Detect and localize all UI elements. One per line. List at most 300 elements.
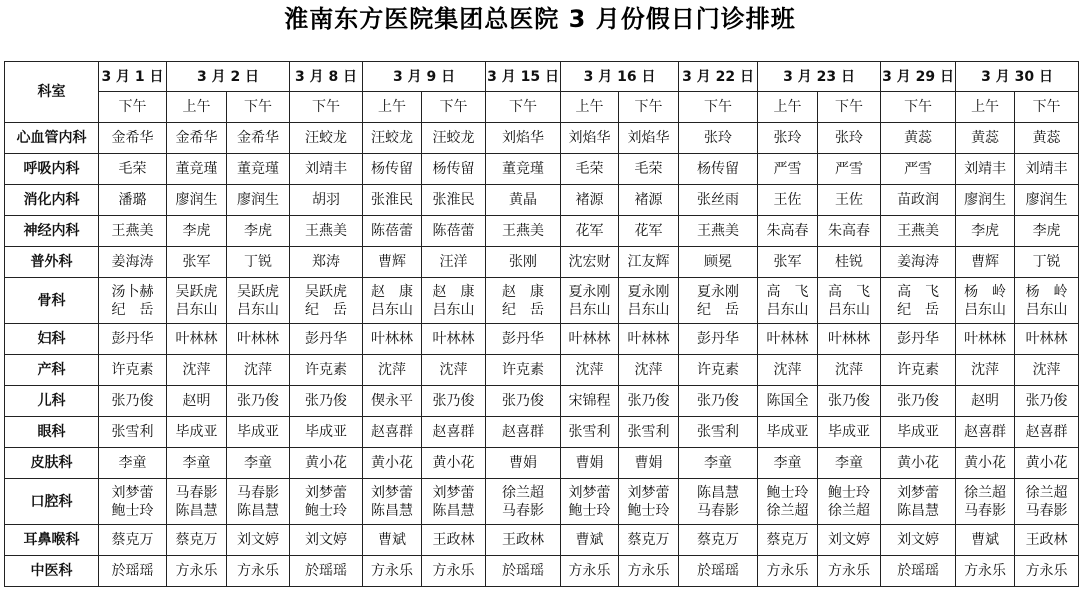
doctor-cell xyxy=(167,278,227,324)
doctor-name: 刘焰华 xyxy=(568,130,611,146)
doctor-cell xyxy=(1015,324,1079,355)
doctor-cell xyxy=(758,278,818,324)
doctor-name: 曹斌 xyxy=(575,532,604,548)
doctor-name: 马春影 xyxy=(1025,502,1068,519)
doctor-name: 王燕美 xyxy=(502,223,545,239)
doctor-name: 郑涛 xyxy=(312,254,341,270)
doctor-name: 纪 岳 xyxy=(111,301,154,318)
doctor-name: 方永乐 xyxy=(766,563,809,579)
doctor-name: 赵明 xyxy=(971,393,1000,409)
doctor-name: 刘靖丰 xyxy=(964,161,1007,177)
doctor-name: 叶林林 xyxy=(1025,331,1068,347)
doctor-cell xyxy=(679,123,758,154)
doctor-name: 刘梦蕾 xyxy=(627,484,670,501)
doctor-name: 曹斌 xyxy=(378,532,407,548)
doctor-name: 蔡克万 xyxy=(766,532,809,548)
doctor-name: 刘梦蕾 xyxy=(371,484,414,501)
doctor-cell xyxy=(99,448,167,479)
doctor-cell xyxy=(363,355,422,386)
doctor-name: 赵喜群 xyxy=(1025,424,1068,440)
doctor-name: 方永乐 xyxy=(828,563,871,579)
doctor-cell xyxy=(679,278,758,324)
doctor-cell xyxy=(227,247,290,278)
doctor-cell xyxy=(99,525,167,556)
doctor-name: 沈萍 xyxy=(244,362,272,378)
dept-row xyxy=(5,525,1079,556)
doctor-cell xyxy=(881,525,956,556)
doctor-name: 沈萍 xyxy=(971,362,1000,378)
doctor-name: 王燕美 xyxy=(305,223,348,239)
doctor-cell xyxy=(227,355,290,386)
doctor-name: 赵 康 xyxy=(432,283,475,300)
doctor-name: 黄小花 xyxy=(897,455,940,471)
doctor-name: 杨 岭 xyxy=(964,283,1007,300)
doctor-name: 廖润生 xyxy=(175,192,218,208)
doctor-cell xyxy=(758,556,818,587)
doctor-name: 马春影 xyxy=(697,502,740,519)
doctor-name: 张乃俊 xyxy=(305,393,348,409)
doctor-cell xyxy=(167,123,227,154)
doctor-name: 沈萍 xyxy=(182,362,211,378)
doctor-name: 张乃俊 xyxy=(237,393,279,409)
doctor-name: 鲍士玲 xyxy=(766,484,809,501)
period-header: 下午 xyxy=(422,92,486,123)
doctor-name: 徐兰超 xyxy=(766,502,809,519)
doctor-name: 吕东山 xyxy=(766,301,809,318)
doctor-cell xyxy=(422,154,486,185)
doctor-name: 曹娟 xyxy=(575,455,604,471)
doctor-cell xyxy=(363,185,422,216)
doctor-name: 毕成亚 xyxy=(305,424,348,440)
doctor-cell xyxy=(561,154,619,185)
doctor-name: 黄蕊 xyxy=(904,130,933,146)
doctor-name: 王燕美 xyxy=(111,223,154,239)
doctor-cell xyxy=(1015,525,1079,556)
doctor-cell xyxy=(881,278,956,324)
dept-row xyxy=(5,185,1079,216)
doctor-cell xyxy=(422,324,486,355)
doctor-cell xyxy=(363,247,422,278)
doctor-name: 黄晶 xyxy=(509,192,538,208)
doctor-cell xyxy=(619,386,679,417)
doctor-name: 李童 xyxy=(704,455,733,471)
doctor-name: 杨传留 xyxy=(697,161,740,177)
date-header: 3 月 16 日 xyxy=(561,62,679,92)
doctor-name: 严雪 xyxy=(835,161,864,177)
doctor-cell xyxy=(561,278,619,324)
doctor-name: 鲍士玲 xyxy=(627,502,670,519)
doctor-name: 金希华 xyxy=(111,130,154,146)
dept-name: 儿科 xyxy=(5,386,99,417)
doctor-name: 吕东山 xyxy=(828,301,871,318)
doctor-cell xyxy=(561,525,619,556)
doctor-cell xyxy=(422,525,486,556)
doctor-name: 沈萍 xyxy=(1032,362,1061,378)
doctor-name: 叶林林 xyxy=(828,331,871,347)
doctor-cell xyxy=(99,479,167,525)
doctor-name: 杨传留 xyxy=(432,161,475,177)
doctor-name: 马春影 xyxy=(964,502,1007,519)
doctor-cell xyxy=(290,556,363,587)
doctor-name: 毕成亚 xyxy=(897,424,940,440)
doctor-name: 黄蕊 xyxy=(971,130,1000,146)
doctor-name: 王燕美 xyxy=(897,223,940,239)
doctor-name: 金希华 xyxy=(237,130,279,146)
doctor-cell xyxy=(619,448,679,479)
doctor-name: 高 飞 xyxy=(766,283,809,300)
doctor-cell xyxy=(619,185,679,216)
doctor-name: 蔡克万 xyxy=(697,532,740,548)
doctor-name: 张军 xyxy=(182,254,211,270)
doctor-cell xyxy=(758,386,818,417)
doctor-cell xyxy=(227,324,290,355)
doctor-name: 刘靖丰 xyxy=(1025,161,1068,177)
doctor-name: 黄小花 xyxy=(432,455,475,471)
doctor-name: 方永乐 xyxy=(627,563,670,579)
doctor-cell xyxy=(956,556,1015,587)
doctor-cell xyxy=(881,355,956,386)
period-header: 上午 xyxy=(956,92,1015,123)
doctor-name: 李虎 xyxy=(1032,223,1061,239)
doctor-name: 王政林 xyxy=(502,532,545,548)
doctor-name: 张雪利 xyxy=(568,424,611,440)
doctor-cell xyxy=(561,247,619,278)
doctor-name: 徐兰超 xyxy=(1025,484,1068,501)
doctor-cell xyxy=(818,525,881,556)
doctor-name: 彭丹华 xyxy=(502,331,545,347)
doctor-name: 王佐 xyxy=(835,192,864,208)
doctor-name: 叶林林 xyxy=(568,331,611,347)
dept-name: 中医科 xyxy=(5,556,99,587)
doctor-cell xyxy=(422,185,486,216)
doctor-cell xyxy=(679,324,758,355)
doctor-cell xyxy=(486,216,561,247)
doctor-cell xyxy=(227,123,290,154)
doctor-cell xyxy=(363,154,422,185)
doctor-name: 沈萍 xyxy=(378,362,407,378)
doctor-cell xyxy=(758,417,818,448)
dept-row xyxy=(5,216,1079,247)
doctor-cell xyxy=(167,417,227,448)
dept-row xyxy=(5,448,1079,479)
doctor-cell xyxy=(561,123,619,154)
doctor-name: 金希华 xyxy=(175,130,218,146)
doctor-name: 黄小花 xyxy=(964,455,1007,471)
doctor-cell xyxy=(619,154,679,185)
doctor-name: 曹辉 xyxy=(971,254,1000,270)
doctor-cell xyxy=(758,123,818,154)
doctor-name: 董竞瑾 xyxy=(502,161,545,177)
doctor-name: 高 飞 xyxy=(828,283,871,300)
doctor-name: 董竞瑾 xyxy=(237,161,279,177)
doctor-cell xyxy=(167,479,227,525)
doctor-name: 许克素 xyxy=(111,362,154,378)
doctor-cell xyxy=(486,525,561,556)
doctor-cell xyxy=(956,448,1015,479)
doctor-cell xyxy=(99,247,167,278)
doctor-name: 黄小花 xyxy=(305,455,348,471)
doctor-name: 沈萍 xyxy=(835,362,864,378)
doctor-cell xyxy=(619,123,679,154)
doctor-name: 王佐 xyxy=(773,192,802,208)
doctor-name: 廖润生 xyxy=(964,192,1007,208)
dept-row xyxy=(5,417,1079,448)
doctor-name: 张乃俊 xyxy=(897,393,940,409)
doctor-name: 鲍士玲 xyxy=(111,502,154,519)
doctor-name: 王燕美 xyxy=(697,223,740,239)
doctor-name: 彭丹华 xyxy=(697,331,740,347)
doctor-name: 方永乐 xyxy=(175,563,218,579)
doctor-name: 夏永刚 xyxy=(697,283,740,300)
doctor-cell xyxy=(956,154,1015,185)
doctor-name: 叶林林 xyxy=(371,331,414,347)
doctor-name: 毕成亚 xyxy=(175,424,218,440)
doctor-cell xyxy=(99,417,167,448)
doctor-name: 潘璐 xyxy=(118,192,147,208)
doctor-cell xyxy=(486,123,561,154)
doctor-cell xyxy=(1015,386,1079,417)
doctor-name: 刘梦蕾 xyxy=(305,484,348,501)
dept-name: 皮肤科 xyxy=(5,448,99,479)
doctor-name: 叶林林 xyxy=(964,331,1007,347)
period-header: 上午 xyxy=(363,92,422,123)
doctor-cell xyxy=(99,556,167,587)
doctor-name: 汪蛟龙 xyxy=(432,130,475,146)
doctor-cell xyxy=(290,185,363,216)
period-header: 上午 xyxy=(561,92,619,123)
doctor-name: 李童 xyxy=(182,455,211,471)
doctor-name: 李童 xyxy=(773,455,802,471)
doctor-cell xyxy=(290,386,363,417)
doctor-name: 蔡克万 xyxy=(627,532,670,548)
doctor-name: 吕东山 xyxy=(371,301,414,318)
doctor-name: 张乃俊 xyxy=(697,393,740,409)
doctor-cell xyxy=(99,185,167,216)
doctor-cell xyxy=(227,525,290,556)
doctor-name: 花军 xyxy=(575,223,604,239)
doctor-cell xyxy=(290,216,363,247)
doctor-cell xyxy=(167,185,227,216)
doctor-name: 李虎 xyxy=(971,223,1000,239)
doctor-name: 曹娟 xyxy=(509,455,538,471)
dept-row xyxy=(5,386,1079,417)
doctor-cell xyxy=(758,247,818,278)
doctor-name: 刘梦蕾 xyxy=(568,484,611,501)
doctor-cell xyxy=(679,355,758,386)
doctor-cell xyxy=(167,154,227,185)
doctor-name: 蔡克万 xyxy=(111,532,154,548)
doctor-name: 张淮民 xyxy=(432,192,475,208)
doctor-cell xyxy=(619,479,679,525)
doctor-name: 马春影 xyxy=(502,502,545,519)
doctor-cell xyxy=(290,525,363,556)
doctor-name: 纪 岳 xyxy=(305,301,348,318)
doctor-name: 赵喜群 xyxy=(502,424,545,440)
dept-row xyxy=(5,556,1079,587)
doctor-name: 赵 康 xyxy=(371,283,414,300)
doctor-name: 董竞瑾 xyxy=(175,161,218,177)
doctor-cell xyxy=(956,278,1015,324)
doctor-name: 高 飞 xyxy=(897,283,940,300)
dept-name: 骨科 xyxy=(5,278,99,324)
doctor-cell xyxy=(363,386,422,417)
doctor-name: 於瑶瑶 xyxy=(111,563,154,579)
doctor-name: 纪 岳 xyxy=(897,301,940,318)
doctor-cell xyxy=(363,123,422,154)
doctor-cell xyxy=(422,123,486,154)
doctor-name: 鲍士玲 xyxy=(828,484,871,501)
date-header: 3 月 2 日 xyxy=(167,62,290,92)
doctor-cell xyxy=(679,525,758,556)
doctor-cell xyxy=(956,525,1015,556)
doctor-cell xyxy=(99,154,167,185)
doctor-name: 许克素 xyxy=(502,362,545,378)
doctor-cell xyxy=(290,479,363,525)
doctor-name: 汪洋 xyxy=(439,254,468,270)
date-header: 3 月 8 日 xyxy=(290,62,363,92)
doctor-cell xyxy=(167,216,227,247)
schedule-table xyxy=(4,61,1079,587)
doctor-name: 刘靖丰 xyxy=(305,161,348,177)
doctor-cell xyxy=(818,556,881,587)
doctor-cell xyxy=(561,216,619,247)
doctor-name: 吴跃虎 xyxy=(175,283,218,300)
doctor-name: 花军 xyxy=(634,223,663,239)
doctor-cell xyxy=(818,216,881,247)
doctor-cell xyxy=(561,355,619,386)
doctor-name: 苗政润 xyxy=(897,192,940,208)
doctor-name: 夏永刚 xyxy=(568,283,611,300)
doctor-name: 张乃俊 xyxy=(432,393,475,409)
doctor-name: 张玲 xyxy=(835,130,864,146)
doctor-name: 吕东山 xyxy=(237,301,279,318)
dept-name: 呼吸内科 xyxy=(5,154,99,185)
doctor-name: 张乃俊 xyxy=(1025,393,1068,409)
dept-name: 耳鼻喉科 xyxy=(5,525,99,556)
doctor-cell xyxy=(881,556,956,587)
doctor-cell xyxy=(290,247,363,278)
doctor-name: 刘文婷 xyxy=(305,532,348,548)
doctor-cell xyxy=(679,448,758,479)
doctor-name: 马春影 xyxy=(237,484,279,501)
doctor-name: 毕成亚 xyxy=(237,424,279,440)
doctor-name: 叶林林 xyxy=(766,331,809,347)
doctor-cell xyxy=(561,448,619,479)
doctor-cell xyxy=(818,324,881,355)
doctor-cell xyxy=(363,525,422,556)
period-header: 下午 xyxy=(679,92,758,123)
doctor-cell xyxy=(486,417,561,448)
date-header-row xyxy=(5,62,1079,92)
period-header: 下午 xyxy=(881,92,956,123)
doctor-cell xyxy=(679,216,758,247)
doctor-name: 陈昌慧 xyxy=(697,484,740,501)
doctor-cell xyxy=(881,247,956,278)
doctor-name: 刘梦蕾 xyxy=(111,484,154,501)
doctor-name: 吕东山 xyxy=(627,301,670,318)
doctor-name: 叶林林 xyxy=(627,331,670,347)
doctor-name: 叶林林 xyxy=(175,331,218,347)
doctor-name: 李童 xyxy=(835,455,864,471)
doctor-cell xyxy=(1015,417,1079,448)
doctor-cell xyxy=(227,278,290,324)
doctor-name: 杨 岭 xyxy=(1025,283,1068,300)
dept-name: 神经内科 xyxy=(5,216,99,247)
doctor-name: 许克素 xyxy=(897,362,940,378)
doctor-cell xyxy=(619,278,679,324)
doctor-cell xyxy=(227,479,290,525)
doctor-name: 桂锐 xyxy=(835,254,864,270)
doctor-name: 褚源 xyxy=(575,192,604,208)
date-header: 3 月 30 日 xyxy=(956,62,1079,92)
dept-row xyxy=(5,154,1079,185)
doctor-cell xyxy=(956,355,1015,386)
period-header: 下午 xyxy=(619,92,679,123)
doctor-cell xyxy=(818,247,881,278)
dept-row xyxy=(5,123,1079,154)
doctor-name: 彭丹华 xyxy=(897,331,940,347)
doctor-cell xyxy=(290,448,363,479)
doctor-name: 徐兰超 xyxy=(964,484,1007,501)
date-header: 3 月 23 日 xyxy=(758,62,881,92)
doctor-cell xyxy=(619,324,679,355)
doctor-name: 张玲 xyxy=(704,130,733,146)
doctor-name: 沈萍 xyxy=(439,362,468,378)
doctor-cell xyxy=(486,185,561,216)
doctor-name: 蔡克万 xyxy=(175,532,218,548)
date-header: 3 月 29 日 xyxy=(881,62,956,92)
doctor-cell xyxy=(758,479,818,525)
doctor-cell xyxy=(363,556,422,587)
doctor-name: 张乃俊 xyxy=(828,393,871,409)
doctor-name: 毛荣 xyxy=(634,161,663,177)
doctor-name: 马春影 xyxy=(175,484,218,501)
doctor-cell xyxy=(619,417,679,448)
doctor-cell xyxy=(956,324,1015,355)
doctor-cell xyxy=(227,556,290,587)
doctor-cell xyxy=(227,386,290,417)
doctor-cell xyxy=(486,324,561,355)
dept-name: 妇科 xyxy=(5,324,99,355)
period-header: 上午 xyxy=(167,92,227,123)
doctor-cell xyxy=(619,556,679,587)
doctor-name: 丁锐 xyxy=(244,254,272,270)
doctor-cell xyxy=(561,185,619,216)
doctor-cell xyxy=(758,216,818,247)
doctor-cell xyxy=(99,278,167,324)
doctor-cell xyxy=(758,448,818,479)
doctor-cell xyxy=(227,185,290,216)
doctor-cell xyxy=(99,324,167,355)
doctor-name: 方永乐 xyxy=(568,563,611,579)
doctor-cell xyxy=(881,386,956,417)
doctor-cell xyxy=(363,479,422,525)
doctor-name: 叶林林 xyxy=(237,331,279,347)
dept-row xyxy=(5,355,1079,386)
doctor-name: 陈蓓蕾 xyxy=(432,223,475,239)
period-header: 下午 xyxy=(290,92,363,123)
doctor-cell xyxy=(422,386,486,417)
doctor-name: 王政林 xyxy=(432,532,475,548)
doctor-name: 姜海涛 xyxy=(897,254,940,270)
doctor-cell xyxy=(561,556,619,587)
doctor-cell xyxy=(758,324,818,355)
dept-row xyxy=(5,479,1079,525)
doctor-name: 廖润生 xyxy=(1025,192,1068,208)
doctor-name: 沈萍 xyxy=(634,362,663,378)
doctor-name: 於瑶瑶 xyxy=(502,563,545,579)
doctor-name: 吕东山 xyxy=(175,301,218,318)
